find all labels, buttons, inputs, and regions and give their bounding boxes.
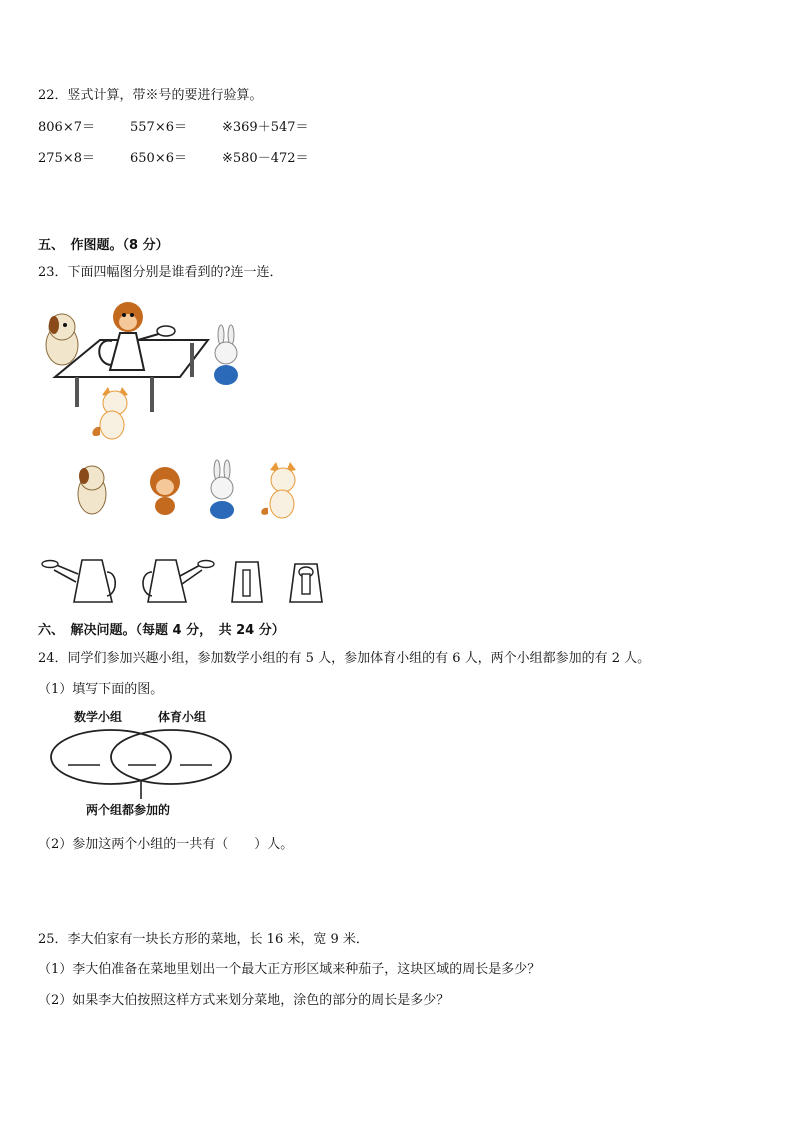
q22-expr-4: 275×8＝ xyxy=(38,151,95,166)
rabbit-icon xyxy=(214,325,238,385)
cat-option-icon[interactable] xyxy=(261,462,296,518)
q25-part2: （2）如果李大伯按照这样方式来划分菜地，涂色的部分的周长是多少？ xyxy=(38,993,450,1008)
view-back[interactable] xyxy=(288,558,324,604)
q22-expr-2: 557×6＝ xyxy=(130,120,187,135)
q22-expr-1: 806×7＝ xyxy=(38,120,95,135)
q22-expr-3: ※369＋547＝ xyxy=(222,120,309,135)
q22-title: 22．竖式计算，带※号的要进行验算。 xyxy=(38,88,263,103)
q24-part1: （1）填写下面的图。 xyxy=(38,682,164,697)
venn-right-label: 体育小组 xyxy=(158,710,207,724)
venn-bottom-label: 两个组都参加的 xyxy=(86,803,171,817)
q24-part2: （2）参加这两个小组的一共有（ ）人。 xyxy=(38,837,294,852)
section6-title: 六、 解决问题。（每题 4 分， 共 24 分） xyxy=(38,623,285,638)
monkey-icon xyxy=(113,302,143,332)
q24-title: 24．同学们参加兴趣小组，参加数学小组的有 5 人，参加体育小组的有 6 人，两个小组都参加的有 2 人。 xyxy=(38,651,651,666)
view-side-right[interactable] xyxy=(140,556,220,604)
venn-left-label: 数学小组 xyxy=(74,710,123,724)
dog-option-icon[interactable] xyxy=(78,466,106,514)
q22-expr-6: ※580－472＝ xyxy=(222,151,309,166)
q23-title: 23．下面四幅图分别是谁看到的?连一连． xyxy=(38,265,283,280)
section5-title: 五、 作图题。（8 分） xyxy=(38,238,169,253)
view-side-left[interactable] xyxy=(40,556,120,604)
rabbit-option-icon[interactable] xyxy=(210,460,234,519)
dog-icon xyxy=(46,314,78,365)
cat-icon xyxy=(92,387,128,439)
animal-options-row xyxy=(70,460,310,520)
view-front[interactable] xyxy=(230,558,264,604)
q25-title: 25．李大伯家有一块长方形的菜地，长 16 米，宽 9 米． xyxy=(38,932,369,947)
q25-part1: （1）李大伯准备在菜地里划出一个最大正方形区域来种茄子，这块区域的周长是多少？ xyxy=(38,962,541,977)
q22-expr-5: 650×6＝ xyxy=(130,151,187,166)
q23-scene-illustration xyxy=(40,295,260,445)
monkey-option-icon[interactable] xyxy=(150,467,180,515)
